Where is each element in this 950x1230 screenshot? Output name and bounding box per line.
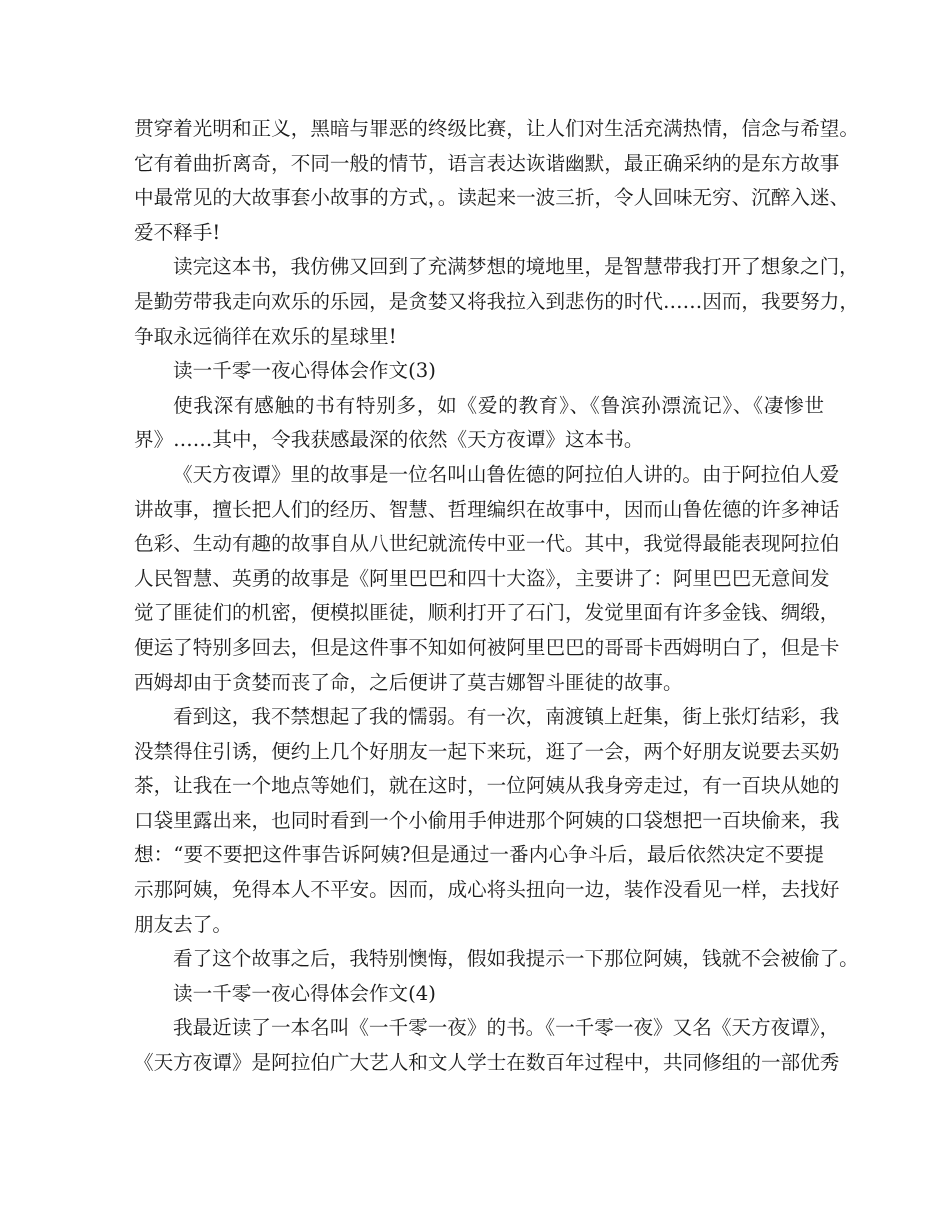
text-line: 读完这本书，我仿佛又回到了充满梦想的境地里，是智慧带我打开了想象之门， xyxy=(173,255,859,279)
text-line: 《天方夜谭》里的故事是一位名叫山鲁佐德的阿拉伯人讲的。由于阿拉伯人爱 xyxy=(173,462,840,486)
text-line: 人民智慧、英勇的故事是《阿里巴巴和四十大盗》，主要讲了：阿里巴巴无意间发 xyxy=(134,566,830,590)
text-line: 示那阿姨，免得本人不平安。因而，成心将头扭向一边，装作没看见一样，去找好 xyxy=(134,878,840,902)
text-line: 使我深有感触的书有特别多，如《爱的教育》、《鲁滨孙漂流记》、《凄惨世 xyxy=(173,393,824,417)
text-line: 是勤劳带我走向欢乐的乐园，是贪婪又将我拉入到悲伤的时代……因而，我要努力， xyxy=(134,289,859,313)
text-line: 我最近读了一本名叫《一千零一夜》的书。《一千零一夜》又名《天方夜谭》， xyxy=(173,1016,840,1040)
text-line: 它有着曲折离奇，不同一般的情节，语言表达诙谐幽默，最正确采纳的是东方故事 xyxy=(134,151,840,175)
text-line: 觉了匪徒们的机密，便模拟匪徒，顺利打开了石门，发觉里面有许多金钱、绸缎， xyxy=(134,601,840,625)
text-line: 贯穿着光明和正义，黑暗与罪恶的终级比赛，让人们对生活充满热情，信念与希望。 xyxy=(134,117,859,140)
text-line: 想：“要不要把这件事告诉阿姨?但是通过一番内心争斗后，最后依然决定不要提 xyxy=(134,843,824,867)
text-line: 《天方夜谭》是阿拉伯广大艺人和文人学士在数百年过程中，共同修组的一部优秀 xyxy=(134,1051,840,1075)
text-line: 界》……其中，令我获感最深的依然《天方夜谭》这本书。 xyxy=(134,428,644,452)
text-line: 色彩、生动有趣的故事自从八世纪就流传中亚一代。其中，我觉得最能表现阿拉伯 xyxy=(134,532,840,556)
text-line: 便运了特别多回去，但是这件事不知如何被阿里巴巴的哥哥卡西姆明白了，但是卡 xyxy=(134,635,840,659)
text-line: 讲故事，擅长把人们的经历、智慧、哲理编织在故事中，因而山鲁佐德的许多神话 xyxy=(134,497,840,521)
text-line: 口袋里露出来，也同时看到一个小偷用手伸进那个阿姨的口袋想把一百块偷来，我 xyxy=(134,808,840,832)
text-line: 西姆却由于贪婪而丧了命，之后便讲了莫吉娜智斗匪徒的故事。 xyxy=(134,670,683,694)
text-line: 朋友去了。 xyxy=(134,912,232,936)
text-line: 茶，让我在一个地点等她们，就在这时，一位阿姨从我身旁走过，有一百块从她的 xyxy=(134,774,840,798)
text-line: 中最常见的大故事套小故事的方式，。读起来一波三折，令人回味无穷、沉醉入迷、 xyxy=(134,186,850,210)
text-line: 读一千零一夜心得体会作文(4) xyxy=(173,981,436,1005)
text-line: 争取永远徜徉在欢乐的星球里! xyxy=(134,324,397,348)
text-line: 爱不释手! xyxy=(134,220,221,244)
text-line: 看了这个故事之后，我特别懊悔，假如我提示一下那位阿姨，钱就不会被偷了。 xyxy=(173,947,859,971)
document-body xyxy=(134,112,859,1081)
text-line: 没禁得住引诱，便约上几个好朋友一起下来玩，逛了一会，两个好朋友说要去买奶 xyxy=(134,739,840,763)
text-line: 读一千零一夜心得体会作文(3) xyxy=(173,359,436,383)
text-line: 看到这，我不禁想起了我的懦弱。有一次，南渡镇上赶集，街上张灯结彩，我 xyxy=(173,705,840,729)
